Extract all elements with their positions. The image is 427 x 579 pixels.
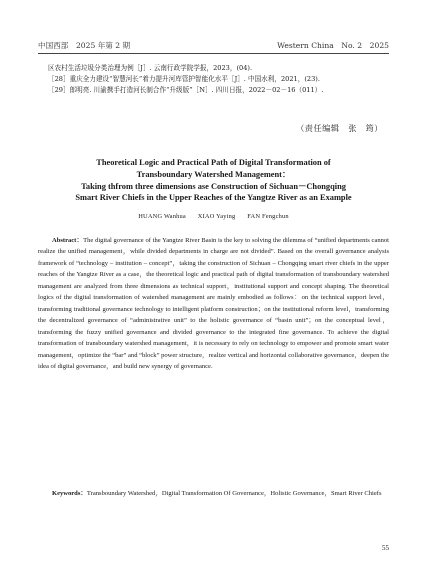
keywords-label: Keywords： xyxy=(52,490,87,497)
title-line: Transboundary Watershed Management： xyxy=(136,169,291,179)
responsible-editor: （责任编辑 张 筠） xyxy=(296,123,383,133)
running-header xyxy=(38,40,389,51)
title-line: Taking thfrom three dimensions ase Construction of Sichuan－Chongqing xyxy=(81,181,346,191)
author-name: HUANG Wanhua xyxy=(138,213,186,220)
keywords-text: Transboundary Watershed，Digital Transformation Of Governance，Holistic Governance，Smart River Chiefs xyxy=(86,490,382,497)
abstract-label: Abstract： xyxy=(52,237,84,244)
article-title xyxy=(38,157,389,204)
journal-issue-en: Western China No. 2 2025 xyxy=(277,41,389,50)
reference-item: ［29］郎明亮. 川渝携手打造河长制合作“升级版”［N］. 四川日报，2022－02－16（011）. xyxy=(48,86,324,94)
title-line: Smart River Chiefs in the Upper Reaches of the Yangtze River as an Example xyxy=(75,193,352,203)
author-name: FAN Fengchun xyxy=(247,213,289,220)
reference-item: ［28］重庆全力建设“智慧河长”着力提升河库管护智能化水平［J］. 中国水利，2021，(23). xyxy=(48,75,320,83)
abstract-text: The digital governance of the Yangtze River Basin is the key to solving the dilemma of “unified departments cannot realize the unified management，while divided departments in charge are not divided”. Based on the overall governance analysis framework of “technology – institution – concept”，taking the construction of Sichuan – Chongqing smart river chiefs in the upper reaches of the Yangtze River as a case，the theoretical logic and practical path of digital transformation of transboundary watershed management are analyzed from three dimensions as technical support，institutional support and concept shaping. The theoretical logics of the digital transformation of watershed management are mainly embodied as follows：on the technical support level，transforming traditional governance technology to intelligent platform construction；on the institutional reform level，transforming the decentralized governance of “administrative unit” to the holistic governance of “basin unit”；on the conceptual level，transforming the fuzzy unified governance and divided governance to the integrated fine governance. To achieve the digital transformation of transboundary watershed management，it is necessary to rely on technology to empower and promote smart water management，optimize the “bar” and “block” power structure，realize vertical and horizontal collaborative governance，deepen the idea of digital governance，and build new synergy of governance. xyxy=(38,237,389,370)
header-divider xyxy=(38,53,389,54)
title-line: Theoretical Logic and Practical Path of Digital Transformation of xyxy=(96,158,331,167)
author-list xyxy=(38,213,389,220)
author-name: XIAO Yaying xyxy=(197,213,236,220)
journal-issue-cn: 中国西部 2025 年第 2 期 xyxy=(38,41,131,50)
page-number: 55 xyxy=(382,544,389,552)
keywords xyxy=(38,488,389,499)
reference-item: 区农村生活垃圾分类治理为例［J］. 云南行政学院学报，2023，(04). xyxy=(48,64,253,72)
reference-list xyxy=(38,63,389,96)
abstract xyxy=(38,235,389,372)
